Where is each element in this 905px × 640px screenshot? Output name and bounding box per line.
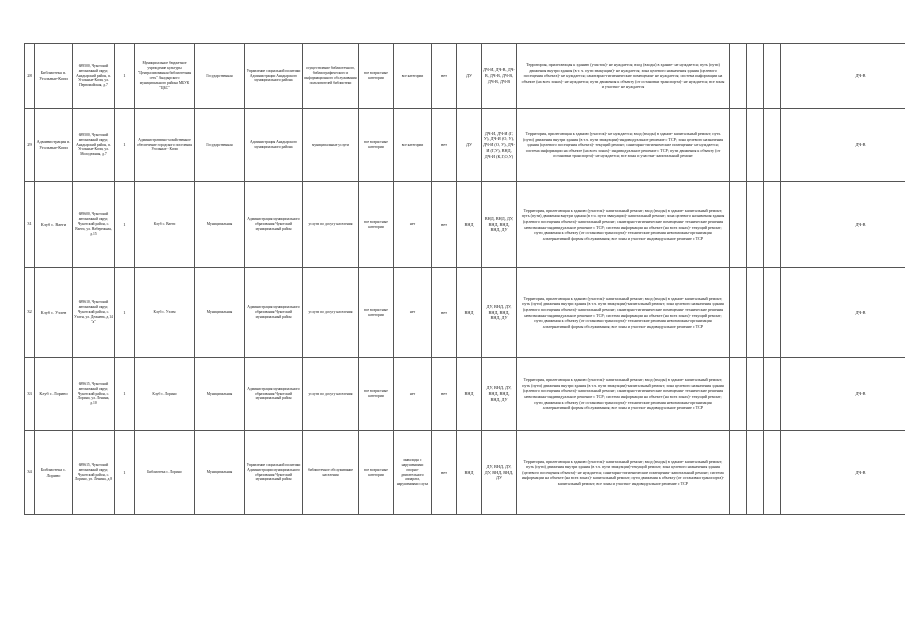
empty-cell-cell	[764, 268, 781, 358]
object-name-cell: Клуб с. Уэлен	[35, 268, 73, 358]
row-number-cell: 34	[25, 431, 35, 515]
empty-cell-cell	[730, 358, 747, 431]
disability-categories-cell: нет	[394, 268, 432, 358]
accessibility-register-sheet	[24, 43, 880, 515]
adaptation-measures-cell: Территория, прилегающая к зданию (участок)- капитальный ремонт; вход (входы) в здание- капитальный ремонт; путь (пути) движения внутри здания (в т.ч. пути эвакуации)-капитальный ремонт; зона целевого назначения здания (целевого посещения объекта)- капитальный ремонт; санитарно-гигиенические помещения- технические решения невозможны-индивидуальное решение с ТСР; система информации на объекте (на всех зонах)- текущий ремонт; пути движения к объекту (от остановки транспорта)- технические решения невозможны-организация альтернативной формы обслуживания; все зоны и участки- индивидуальное решение с ТСР	[517, 268, 730, 358]
empty-cell-cell	[730, 431, 747, 515]
empty-cell-cell	[730, 44, 747, 109]
empty-cell-cell	[764, 109, 781, 182]
zone-accessibility-codes-cell: ДУ, ВНД, ДУ, ВНД, ВНД, ВНД, ДУ	[482, 358, 517, 431]
superior-organization-cell: Управление социальной политики Администрации муниципального образования Чукотский муниципальный район	[245, 431, 303, 515]
disability-categories-cell: инвалиды с нарушениями опорно-двигательного аппарата, нарушениями слуха	[394, 431, 432, 515]
zone-accessibility-codes-cell: ДУ, ВНД, ДУ, ВНД, ВНД, ВНД, ДУ	[482, 268, 517, 358]
disability-categories-cell: все категории	[394, 109, 432, 182]
empty-cell-cell	[730, 268, 747, 358]
plan-status-cell: нет	[432, 44, 457, 109]
adaptation-measures-cell: Территория, прилегающая к зданию (участок)- не нуждается; вход (входы) в здание- не нуждается; путь (пути) движения внутри здания (в т. ч. пути эвакуации)- не нуждается; зона целевого назначения здания (целевого посещения объекта)- не нуждается; санитарно-гигиенические помещения- не нуждается; система информации на объекте (на всех зонах)- не нуждается; пути движения к объекту (от остановки транспорта)- не нуждается; все зоны и участки- не нуждается	[517, 44, 730, 109]
superior-organization-cell: Администрация муниципального образования Чукотский муниципальный район	[245, 182, 303, 268]
final-accessibility-status-cell: ДЧ-В	[781, 182, 905, 268]
empty-cell-cell	[764, 358, 781, 431]
row-number-cell: 29	[25, 109, 35, 182]
disability-categories-cell: нет	[394, 358, 432, 431]
final-accessibility-status-cell: ДЧ-В	[781, 431, 905, 515]
object-name-cell: Клуб с. Ваеги	[35, 182, 73, 268]
ownership-form-cell: Муниципальная	[195, 182, 245, 268]
empty-cell-cell	[730, 109, 747, 182]
final-accessibility-status-cell: ДЧ-В	[781, 268, 905, 358]
consumer-categories-cell: все возрастные категории	[359, 268, 394, 358]
object-name-cell: Библиотека с. Лорино	[35, 431, 73, 515]
adaptation-measures-cell: Территория, прилегающая к зданию (участок)- не нуждается; вход (входы) в здание- капитальный ремонт; путь (пути) движения внутри здания (в т.ч. пути эвакуации)-индивидуальное решение с ТСР; зона целевого назначения здания (целевого посещения объекта)- текущий ремонт; санитарно-гигиенические помещения- не нуждается; система информации на объекте (на всех зонах)- индивидуальное решение с ТСР; пути движения к объекту (от остановки транспорта)- не нуждается; все зоны и участки- капитальный ремонт	[517, 109, 730, 182]
zone-accessibility-codes-cell: ВНД, ВНД, ДУ, ВНД, ВНД, ВНД, ДУ	[482, 182, 517, 268]
adaptation-measures-cell: Территория, прилегающая к зданию (участок)- капитальный ремонт; вход (входы) в здание- капитальный ремонт; путь (пути) движения внутри здания (в т.ч. пути эвакуации)- капитальный ремонт; зона целевого назначения здания (целевого посещения объекта)- капитальный ремонт; санитарно-гигиенические помещения- технические решения невозможны-индивидуальное решение с ТСР; система информации на объекте (на всех зонах)- текущий ремонт; пути движения к объекту (от остановки транспорта)- технические решения невозможны-организация альтернативной формы обслуживания; все зоны и участки- индивидуальное решение с ТСР	[517, 182, 730, 268]
accessibility-register-table	[24, 43, 905, 515]
consumer-categories-cell: все возрастные категории	[359, 358, 394, 431]
empty-cell-cell	[747, 358, 764, 431]
row-number-cell: 28	[25, 44, 35, 109]
disability-categories-cell: нет	[394, 182, 432, 268]
consumer-categories-cell: все возрастные категории	[359, 431, 394, 515]
ownership-form-cell: Государственная	[195, 44, 245, 109]
empty-cell-cell	[747, 182, 764, 268]
row-number-cell: 33	[25, 358, 35, 431]
final-accessibility-status-cell: ДЧ-В	[781, 109, 905, 182]
services-provided-cell: услуги по досугу населения	[303, 268, 359, 358]
plan-status-cell: нет	[432, 109, 457, 182]
table-body	[25, 44, 905, 515]
plan-status-cell: нет	[432, 431, 457, 515]
occupying-organization-cell: Клуб с. Ваеги	[135, 182, 195, 268]
adaptation-measures-cell: Территория, прилегающая к зданию (участок)- капитальный ремонт; вход (входы) в здание- капитальный ремонт; путь (пути) движения внутри здания (в т.ч. пути эвакуации)-текущий ремонт; зона целевого назначения здания (целевого посещения объекта)- не нуждается; санитарно-гигиенические помещения- капитальный ремонт; система информации на объекте (на всех зонах)- капитальный ремонт; пути движения к объекту (от остановки транспорта)- капитальный ремонт; все зоны и участки- индивидуальное решение с ТСР	[517, 431, 730, 515]
services-provided-cell: услуги по досугу населения	[303, 182, 359, 268]
object-count-cell: 1	[115, 431, 135, 515]
accessibility-status-cell: ВНД	[457, 358, 482, 431]
occupying-organization-cell: Клуб с. Уэлен	[135, 268, 195, 358]
services-provided-cell: осуществление библиотечного, библиографического и информационного обслуживания пользователей библиотеки	[303, 44, 359, 109]
object-count-cell: 1	[115, 358, 135, 431]
row-number-cell: 31	[25, 182, 35, 268]
table-row	[25, 268, 905, 358]
object-address-cell: 689500, Чукотский автономный округ, Анадырский район, п. Угольные-Копи, ул. Молодежная, д.7	[73, 109, 115, 182]
final-accessibility-status-cell: ДЧ-В	[781, 358, 905, 431]
disability-categories-cell: все категории	[394, 44, 432, 109]
superior-organization-cell: Администрация муниципального образования Чукотский муниципальный район	[245, 358, 303, 431]
services-provided-cell: услуги по досугу населения	[303, 358, 359, 431]
table-row	[25, 431, 905, 515]
zone-accessibility-codes-cell: ДЧ-И, ДЧ-В, ДЧ-В, ДЧ-В, ДЧ-В, ДЧ-В, ДЧ-В	[482, 44, 517, 109]
object-count-cell: 1	[115, 182, 135, 268]
accessibility-status-cell: ВНД	[457, 268, 482, 358]
empty-cell-cell	[747, 109, 764, 182]
consumer-categories-cell: все возрастные категории	[359, 44, 394, 109]
plan-status-cell: нет	[432, 182, 457, 268]
row-number-cell: 32	[25, 268, 35, 358]
zone-accessibility-codes-cell: ДЧ-И, ДЧ-И (Г, У), ДЧ-И (О, У), ДЧ-И (О, У), ДЧ-И (Г,У), ВНД, ДЧ-И (К,Г,О,У)	[482, 109, 517, 182]
occupying-organization-cell: Административно-хозяйственное обеспечение городского поселения Угольные - Копи	[135, 109, 195, 182]
object-count-cell: 1	[115, 109, 135, 182]
occupying-organization-cell: Муниципальное бюджетное учреждение культуры "Централизованная библиотечная сеть" Анадырского муниципального района МБУК "ЦБС"	[135, 44, 195, 109]
table-row	[25, 109, 905, 182]
plan-status-cell: нет	[432, 358, 457, 431]
empty-cell-cell	[747, 44, 764, 109]
plan-status-cell: нет	[432, 268, 457, 358]
object-name-cell: Клуб с. Лорино	[35, 358, 73, 431]
table-row	[25, 44, 905, 109]
object-name-cell: Администрация п. Угольные-Копи	[35, 109, 73, 182]
occupying-organization-cell: Библиотека с. Лорино	[135, 431, 195, 515]
object-address-cell: 689615, Чукотский автономный округ, Чукотский район, с. Лорино, ул. Ленина, д.10	[73, 358, 115, 431]
accessibility-status-cell: ВНД	[457, 431, 482, 515]
object-address-cell: 689610, Чукотский автономный округ, Чукотский район, с. Уэлен, ул. Дежнева, д.14 "а"	[73, 268, 115, 358]
object-address-cell: 689500, Чукотский автономный округ, Анадырский район, п. Угольные-Копи, ул. Первомайская, д.7	[73, 44, 115, 109]
occupying-organization-cell: Клуб с. Лорино	[135, 358, 195, 431]
consumer-categories-cell: все возрастные категории	[359, 182, 394, 268]
empty-cell-cell	[764, 182, 781, 268]
empty-cell-cell	[764, 431, 781, 515]
empty-cell-cell	[747, 268, 764, 358]
final-accessibility-status-cell: ДЧ-В	[781, 44, 905, 109]
services-provided-cell: библиотечное обслуживание населения	[303, 431, 359, 515]
object-name-cell: Библиотека п. Угольные-Копи	[35, 44, 73, 109]
empty-cell-cell	[764, 44, 781, 109]
accessibility-status-cell: ДУ	[457, 109, 482, 182]
object-address-cell: 689600, Чукотский автономный округ, Чукотский район, с. Ваеги, ул. Набережная, д.15	[73, 182, 115, 268]
services-provided-cell: муниципальные услуги	[303, 109, 359, 182]
empty-cell-cell	[730, 182, 747, 268]
accessibility-status-cell: ДУ	[457, 44, 482, 109]
ownership-form-cell: Муниципальная	[195, 431, 245, 515]
table-row	[25, 358, 905, 431]
adaptation-measures-cell: Территория, прилегающая к зданию (участок)- капитальный ремонт; вход (входы) в здание- капитальный ремонт; путь (пути) движения внутри здания (в т.ч. пути эвакуации)-капитальный ремонт; зона целевого назначения здания (целевого посещения объекта)- капитальный ремонт; санитарно-гигиенические помещения- технические решения невозможны-индивидуальное решение с ТСР; система информации на объекте (на всех зонах)- текущий ремонт; пути движения к объекту (от остановки транспорта)- технические решения невозможны-организация альтернативной формы обслуживания; все зоны и участки- индивидуальное решение с ТСР	[517, 358, 730, 431]
superior-organization-cell: Администрация муниципального образования Чукотский муниципальный район	[245, 268, 303, 358]
ownership-form-cell: Государственная	[195, 109, 245, 182]
object-count-cell: 1	[115, 44, 135, 109]
object-address-cell: 689615, Чукотский автономный округ, Чукотский район, с. Лорино, ул. Ленина, д.8	[73, 431, 115, 515]
ownership-form-cell: Муниципальная	[195, 268, 245, 358]
object-count-cell: 1	[115, 268, 135, 358]
superior-organization-cell: Управление социальной политики Администрации Анадырского муниципального района	[245, 44, 303, 109]
empty-cell-cell	[747, 431, 764, 515]
table-row	[25, 182, 905, 268]
consumer-categories-cell: все возрастные категории	[359, 109, 394, 182]
superior-organization-cell: Администрация Анадырского муниципального района	[245, 109, 303, 182]
accessibility-status-cell: ВНД	[457, 182, 482, 268]
ownership-form-cell: Муниципальная	[195, 358, 245, 431]
zone-accessibility-codes-cell: ДУ, ВНД, ДУ, ДУ, ВНД, ВНД, ДУ	[482, 431, 517, 515]
